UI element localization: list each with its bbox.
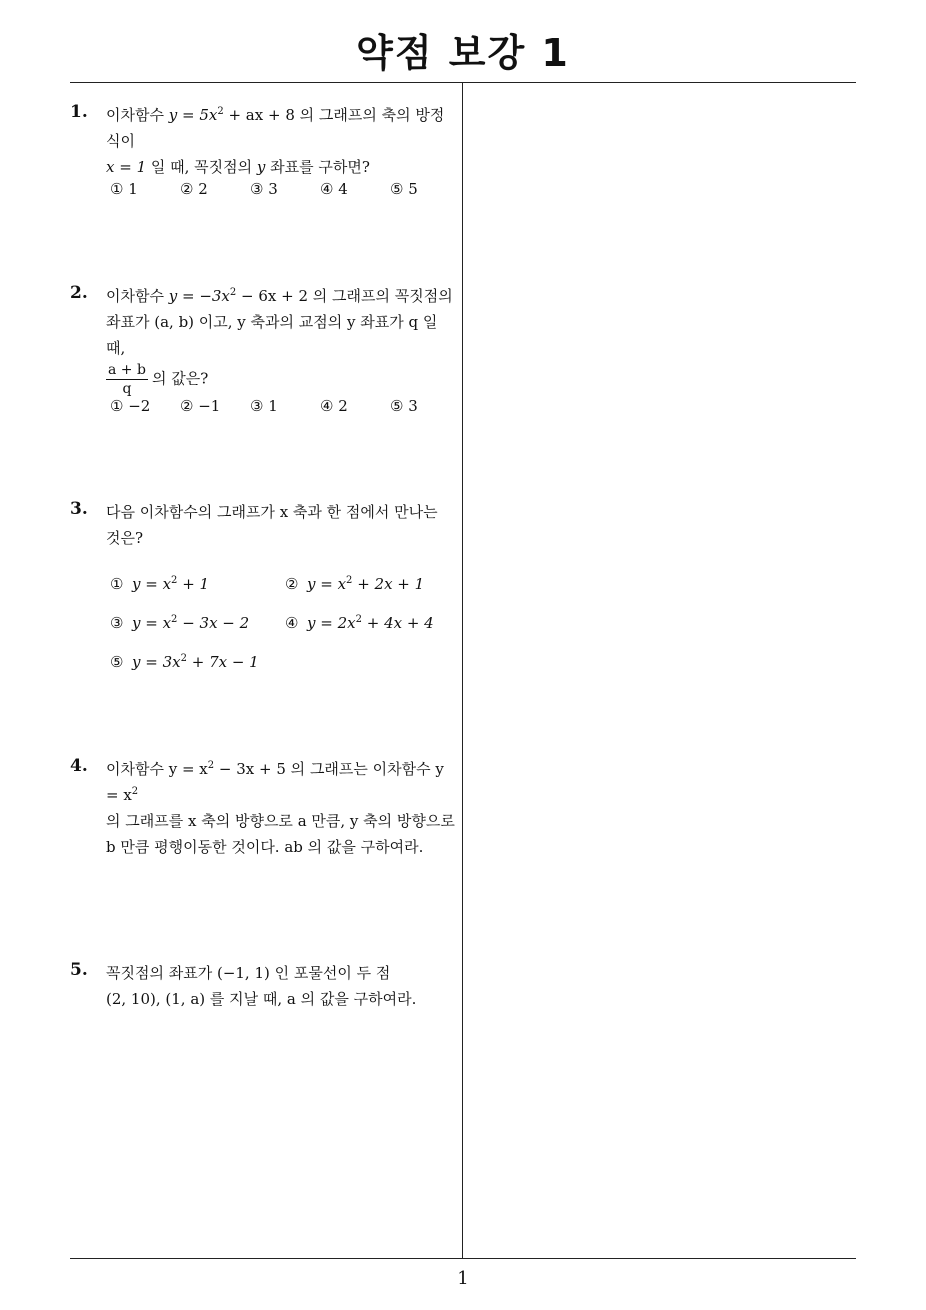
problem-text-part: 좌표가 (a, b) 이고, y 축과의 교점의 y 좌표가 q 일 때, (106, 313, 438, 357)
math-expression: y = 5x (168, 106, 218, 124)
problem-text-part: (2, 10), (1, a) 를 지날 때, a 의 값을 구하여라. (106, 990, 417, 1008)
page-number: 1 (457, 1268, 469, 1289)
exponent: 2 (180, 653, 187, 664)
math-expression: y = x (307, 575, 347, 593)
problem-text-part: 의 값은? (151, 369, 209, 388)
problem-text (106, 960, 456, 1012)
choice-2[interactable]: ② 2 (180, 180, 208, 198)
exponent: 2 (171, 575, 178, 586)
problem-text (106, 756, 456, 860)
problem-number: 4. (70, 756, 88, 776)
exponent: 2 (207, 760, 215, 771)
problem-text-part: 다음 이차함수의 그래프가 x 축과 한 점에서 만나는 (106, 503, 438, 521)
exponent: 2 (131, 786, 139, 797)
choice-2[interactable] (285, 575, 424, 593)
math-expression: x = 1 (106, 158, 147, 176)
problem-text-part: b 만큼 평행이동한 것이다. ab 의 값을 구하여라. (106, 838, 424, 856)
column-divider (462, 82, 463, 1258)
problem-text-part: 일 때, 꼭짓점의 (146, 158, 257, 176)
problem-text-part: + ax + 8 의 그래프의 축의 방정식이 (106, 106, 445, 150)
fraction (106, 361, 148, 398)
choice-5[interactable]: ⑤ 5 (390, 180, 418, 198)
math-expression: + 7x − 1 (186, 653, 259, 671)
choice-2[interactable]: ② −1 (180, 397, 221, 415)
problem-text-part: 이차함수 (106, 106, 169, 124)
choice-4[interactable]: ④ 4 (320, 180, 348, 198)
page-title: 약점 보강 1 (356, 31, 570, 75)
problem-4 (70, 756, 456, 860)
problem-text-part: − 3x + 5 의 그래프는 이차함수 y = x (106, 760, 444, 804)
math-expression: y = 2x (307, 614, 356, 632)
exponent: 2 (346, 575, 353, 586)
problem-text (106, 283, 456, 398)
math-expression: + 2x + 1 (352, 575, 425, 593)
header-rule (70, 82, 856, 83)
exponent: 2 (229, 287, 237, 298)
fraction-denominator: q (122, 381, 132, 397)
choice-5[interactable]: ⑤ 3 (390, 397, 418, 415)
choice-marker: ② (285, 575, 299, 593)
exponent: 2 (217, 106, 224, 117)
choice-3[interactable]: ③ 3 (250, 180, 278, 198)
problem-text-part: 이차함수 (106, 287, 169, 305)
choice-marker: ③ (110, 614, 124, 632)
math-expression: y = x (132, 614, 172, 632)
choice-marker: ④ (285, 614, 299, 632)
choice-3[interactable]: ③ 1 (250, 397, 278, 415)
problem-number: 3. (70, 499, 88, 519)
problem-text-part: 꼭짓점의 좌표가 (−1, 1) 인 포물선이 두 점 (106, 964, 391, 982)
math-expression: y = 3x (132, 653, 181, 671)
problem-text-part: 의 그래프를 x 축의 방향으로 a 만큼, y 축의 방향으로 (106, 812, 455, 830)
choice-marker: ⑤ (110, 653, 124, 671)
problem-text-part: − 6x + 2 의 그래프의 꼭짓점의 (236, 287, 453, 305)
problem-3 (70, 499, 456, 671)
choice-4[interactable]: ④ 2 (320, 397, 348, 415)
problem-number: 1. (70, 102, 88, 122)
exponent: 2 (355, 614, 362, 625)
problem-text-part: 좌표를 구하면? (265, 158, 370, 176)
math-expression: y = −3x (168, 287, 230, 305)
math-expression: y = x (132, 575, 172, 593)
problem-5 (70, 960, 456, 1012)
choice-3[interactable] (110, 614, 249, 632)
choice-5[interactable] (110, 653, 259, 671)
problem-text (106, 102, 456, 180)
math-expression: − 3x − 2 (177, 614, 250, 632)
problem-2 (70, 283, 456, 415)
problem-text-part: 것은? (106, 529, 144, 547)
math-variable: y (256, 158, 266, 176)
footer-rule (70, 1258, 856, 1259)
problem-number: 5. (70, 960, 88, 980)
problem-1 (70, 102, 456, 198)
choice-1[interactable]: ① −2 (110, 397, 151, 415)
choice-1[interactable] (110, 575, 209, 593)
math-expression: + 4x + 4 (361, 614, 434, 632)
choice-marker: ① (110, 575, 124, 593)
choice-4[interactable] (285, 614, 434, 632)
math-expression: + 1 (177, 575, 210, 593)
exponent: 2 (171, 614, 178, 625)
fraction-numerator: a + b (108, 362, 146, 378)
problem-text-part: 이차함수 y = x (106, 760, 208, 778)
choice-1[interactable]: ① 1 (110, 180, 138, 198)
problem-number: 2. (70, 283, 88, 303)
problem-text (106, 499, 456, 551)
